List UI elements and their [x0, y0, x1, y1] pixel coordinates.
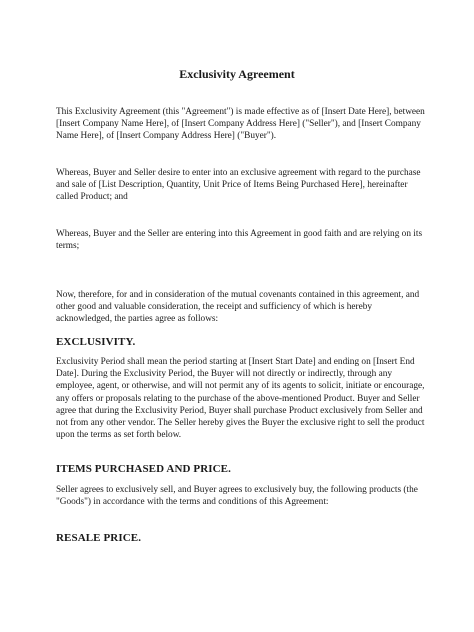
- section-heading-items-purchased: ITEMS PURCHASED AND PRICE.: [56, 463, 231, 475]
- section-heading-exclusivity: EXCLUSIVITY.: [56, 336, 136, 348]
- intro-paragraph: This Exclusivity Agreement (this "Agreement") is made effective as of [Insert Date Here], between [Insert Company Name Here], of [Insert Company Address Here] ("Seller"), and [Insert Company Name Here], of [Insert Company Address Here] ("Buyer").: [56, 107, 425, 142]
- section-heading-resale-price: RESALE PRICE.: [56, 532, 142, 544]
- section-body-items-purchased: Seller agrees to exclusively sell, and Buyer agrees to exclusively buy, the following products (the "Goods") in accordance with the terms and conditions of this Agreement:: [56, 485, 418, 508]
- document-title: Exclusivity Agreement: [179, 67, 295, 81]
- whereas-paragraph-2: Whereas, Buyer and the Seller are entering into this Agreement in good faith and are relying on its terms;: [56, 229, 423, 252]
- section-body-exclusivity: Exclusivity Period shall mean the period starting at [Insert Start Date] and ending on [Insert End Date]. During the Exclusivity Period, the Buyer will not directly or indirectly, through any employee, agent, or otherwise, and will not permit any of its agents to solicit, initiate or encourage, any offers or proposals relating to the purchase of the above-mentioned Product. Buyer and Seller agree that during the Exclusivity Period, Buyer shall purchase Product exclusively from Seller and not from any other vendor. The Seller hereby gives the Buyer the exclusive right to sell the product upon the terms as set forth below.: [56, 357, 425, 441]
- now-therefore-paragraph: Now, therefore, for and in consideration of the mutual covenants contained in this agreement, and other good and valuable consideration, the receipt and sufficiency of which is hereby acknowledged, the parties agree as follows:: [56, 290, 420, 325]
- whereas-paragraph-1: Whereas, Buyer and Seller desire to enter into an exclusive agreement with regard to the purchase and sale of [List Description, Quantity, Unit Price of Items Being Purchased Here], hereinafter called Product; and: [56, 168, 421, 203]
